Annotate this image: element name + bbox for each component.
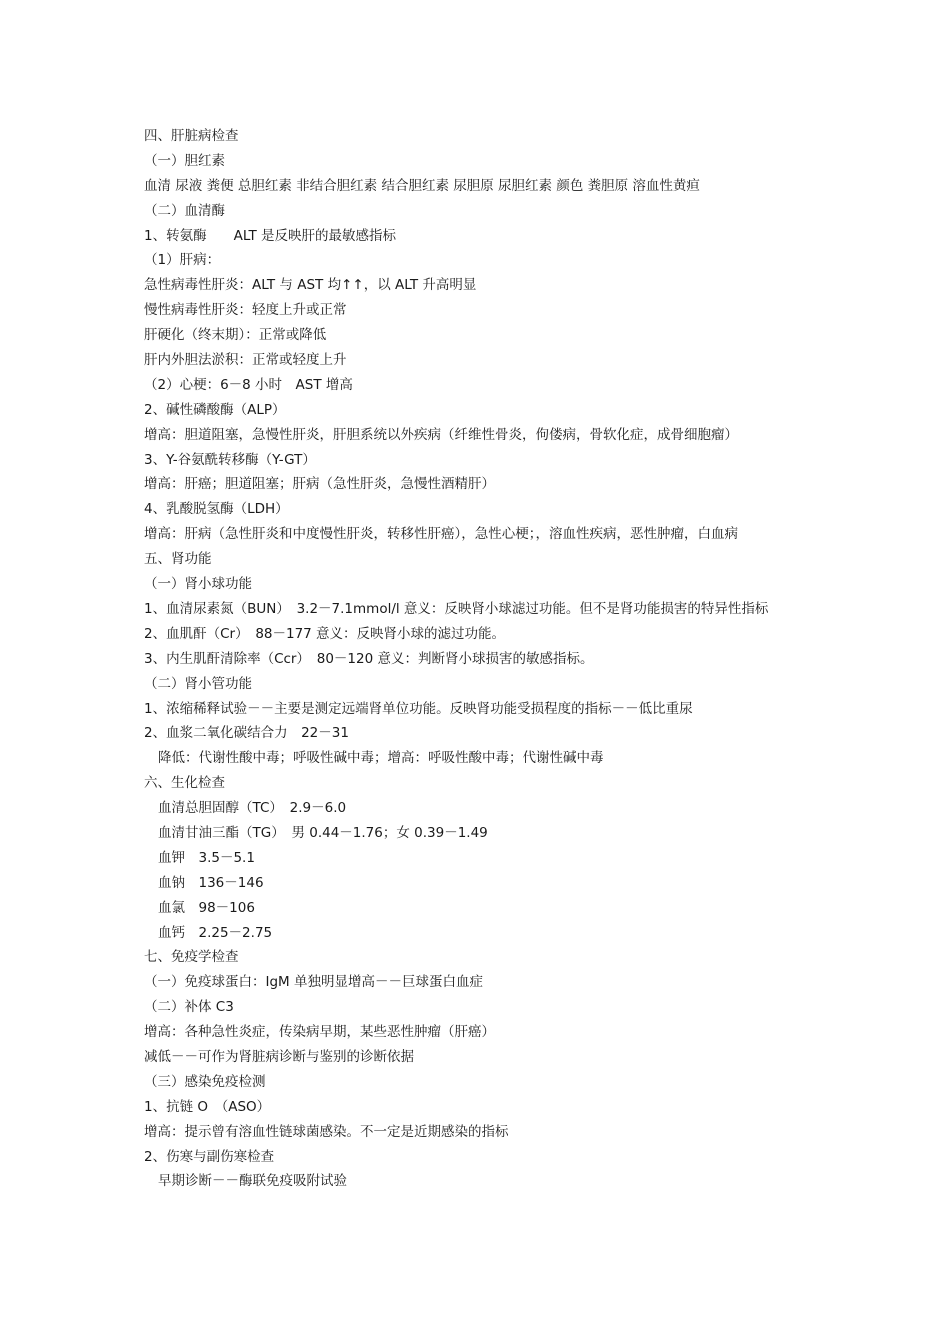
text-line: 肝硬化（终末期）：正常或降低 bbox=[144, 327, 327, 344]
text-line: 2、血浆二氧化碳结合力 22－31 bbox=[144, 725, 349, 742]
text-line: 2、碱性磷酸酶（ALP） bbox=[144, 401, 286, 418]
text-line: （二）补体 C3 bbox=[144, 999, 234, 1016]
text-line: （1）肝病： bbox=[144, 252, 221, 269]
text-line: 四、肝脏病检查 bbox=[144, 128, 239, 144]
text-line: （二）肾小管功能 bbox=[144, 675, 252, 692]
text-line: （一）肾小球功能 bbox=[144, 576, 252, 593]
text-line: 增高：胆道阻塞，急慢性肝炎，肝胆系统以外疾病（纤维性骨炎，佝偻病，骨软化症，成骨细胞瘤） bbox=[144, 426, 738, 443]
text-line: 2、伤寒与副伤寒检查 bbox=[144, 1148, 275, 1165]
text-line: （一）胆红素 bbox=[144, 152, 225, 169]
text-line: 五、肾功能 bbox=[144, 551, 212, 568]
text-line: 血钠 136－146 bbox=[158, 874, 264, 891]
text-line: 1、抗链 O （ASO） bbox=[144, 1098, 271, 1115]
text-line: 血氯 98－106 bbox=[158, 899, 255, 916]
text-line: 1、血清尿素氮（BUN） 3.2－7.1mmol/l 意义：反映肾小球滤过功能。但不是肾功能损害的特异性指标 bbox=[144, 600, 769, 617]
text-line: 减低－－可作为肾脏病诊断与鉴别的诊断依据 bbox=[144, 1048, 414, 1065]
text-line: 血钾 3.5－5.1 bbox=[158, 849, 255, 866]
text-line: 增高：肝癌；胆道阻塞；肝病（急性肝炎，急慢性酒精肝） bbox=[144, 476, 495, 493]
text-line: （2）心梗：6－8 小时 AST 增高 bbox=[144, 376, 353, 393]
text-line: 七、免疫学检查 bbox=[144, 949, 239, 966]
text-line: 2、血肌酐（Cr） 88－177 意义：反映肾小球的滤过功能。 bbox=[144, 625, 506, 642]
text-line: 六、生化检查 bbox=[144, 775, 225, 792]
text-line: （三）感染免疫检测 bbox=[144, 1073, 266, 1090]
text-line: 3、Y-谷氨酰转移酶（Y-GT） bbox=[144, 451, 316, 468]
text-line: 急性病毒性肝炎：ALT 与 AST 均↑↑，以 ALT 升高明显 bbox=[144, 277, 477, 294]
text-line: 增高：各种急性炎症，传染病早期，某些恶性肿瘤（肝癌） bbox=[144, 1024, 495, 1041]
text-line: 肝内外胆法淤积：正常或轻度上升 bbox=[144, 352, 347, 369]
text-line: （二）血清酶 bbox=[144, 202, 225, 219]
text-line: 早期诊断－－酶联免疫吸附试验 bbox=[158, 1173, 347, 1190]
text-line: 慢性病毒性肝炎：轻度上升或正常 bbox=[144, 302, 347, 319]
text-line: 血清总胆固醇（TC） 2.9－6.0 bbox=[158, 800, 347, 817]
text-line: 1、转氨酶 ALT 是反映肝的最敏感指标 bbox=[144, 227, 397, 244]
text-line: 4、乳酸脱氢酶（LDH） bbox=[144, 501, 289, 518]
text-line: 3、内生肌酐清除率（Ccr） 80－120 意义：判断肾小球损害的敏感指标。 bbox=[144, 650, 594, 667]
document-page bbox=[144, 124, 824, 1194]
text-line: 增高：肝病（急性肝炎和中度慢性肝炎，转移性肝癌），急性心梗；，溶血性疾病，恶性肿瘤，白血病 bbox=[144, 526, 738, 543]
text-line: 血钙 2.25－2.75 bbox=[158, 924, 273, 941]
text-line: 1、浓缩稀释试验－－主要是测定远端肾单位功能。反映肾功能受损程度的指标－－低比重尿 bbox=[144, 700, 693, 717]
text-line: 增高：提示曾有溶血性链球菌感染。不一定是近期感染的指标 bbox=[144, 1123, 509, 1140]
text-line: 血清甘油三酯（TG） 男 0.44－1.76；女 0.39－1.49 bbox=[158, 824, 488, 841]
text-line: 降低：代谢性酸中毒；呼吸性碱中毒；增高：呼吸性酸中毒；代谢性碱中毒 bbox=[158, 750, 604, 767]
text-line: 血清 尿液 粪便 总胆红素 非结合胆红素 结合胆红素 尿胆原 尿胆红素 颜色 粪胆原 溶血性黄疸 bbox=[144, 177, 700, 194]
text-line: （一）免疫球蛋白：IgM 单独明显增高－－巨球蛋白血症 bbox=[144, 974, 483, 991]
